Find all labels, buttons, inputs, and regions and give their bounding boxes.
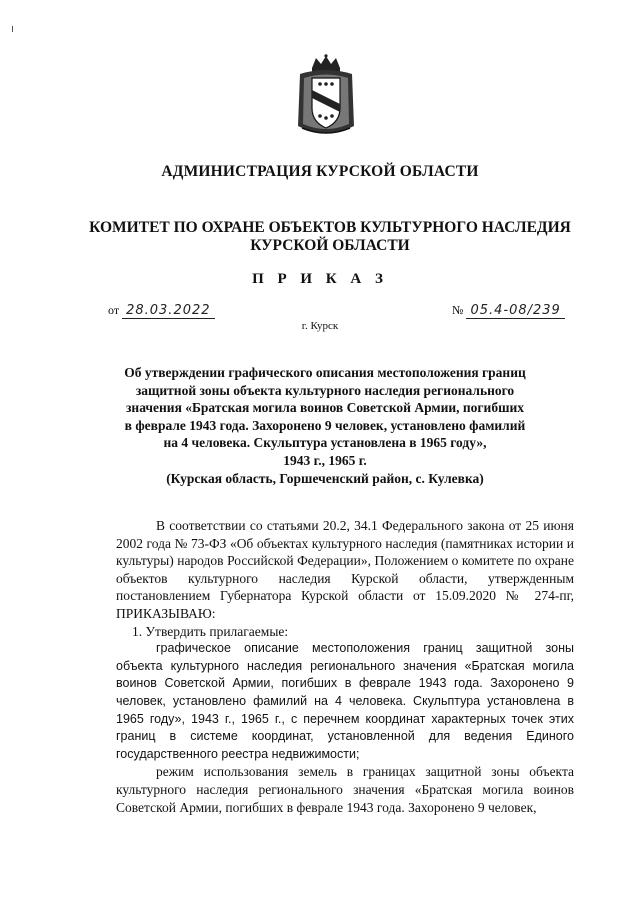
order-subject <box>100 364 550 487</box>
number-prefix: № <box>452 303 464 317</box>
scan-mark <box>12 26 13 32</box>
subject-line: значения «Братская могила воинов Советской Армии, погибших <box>126 400 524 416</box>
body-paragraph: графическое описание местоположения границ защитной зоны объекта культурного наследия регионального значения «Братская могила воинов Советской Армии, погибших в феврале 1943 года. Захоронено 9 человек, установлено фамилий на 4 человека. Скульптура установлена в 1965 году», 1943 г., 1965 г., с перечнем координат характерных точек этих границ в системе координат, установленной для ведения Единого государственного реестра недвижимости; <box>116 641 574 761</box>
date-prefix: от <box>108 303 120 317</box>
subject-line: (Курская область, Горшеченский район, с. Кулевка) <box>166 470 484 486</box>
body-paragraph: режим использования земель в границах защитной зоны объекта культурного наследия регионального значения «Братская могила воинов Советской Армии, погибших в феврале 1943 года. Захоронено 9 человек, <box>116 764 574 815</box>
subject-line: на 4 человека. Скульптура установлена в 1965 году», <box>163 435 487 451</box>
subject-line: Об утверждении графического описания местоположения границ <box>124 365 526 380</box>
subject-line: в феврале 1943 года. Захоронено 9 человек, установлено фамилий <box>124 417 526 433</box>
committee-title: КОМИТЕТ ПО ОХРАНЕ ОБЪЕКТОВ КУЛЬТУРНОГО НАСЛЕДИЯ КУРСКОЙ ОБЛАСТИ <box>89 219 571 254</box>
coat-of-arms-emblem <box>294 54 358 138</box>
order-body <box>116 517 574 816</box>
date-line <box>108 303 215 318</box>
number-value: 05.4-08/239 <box>466 303 564 319</box>
administration-title: АДМИНИСТРАЦИЯ КУРСКОЙ ОБЛАСТИ <box>161 163 479 180</box>
number-line <box>452 303 565 318</box>
document-type: П Р И К А З <box>252 271 388 287</box>
date-value: 28.03.2022 <box>122 303 214 319</box>
subject-line: защитной зоны объекта культурного наследия регионального <box>135 382 515 398</box>
body-paragraph: В соответствии со статьями 20.2, 34.1 Федерального закона от 25 июня 2002 года № 73-ФЗ «Об объектах культурного наследия (памятниках истории и культуры) народов Российской Федерации», Положением о комитете по охране объектов культурного наследия Курской области, утвержденным постановлением Губернатора Курской области от 15.09.2020 № 274-пг, ПРИКАЗЫВАЮ: <box>116 518 574 621</box>
city: г. Курск <box>301 320 339 332</box>
subject-line: 1943 г., 1965 г. <box>283 452 367 468</box>
body-paragraph: 1. Утвердить прилагаемые: <box>132 623 289 639</box>
